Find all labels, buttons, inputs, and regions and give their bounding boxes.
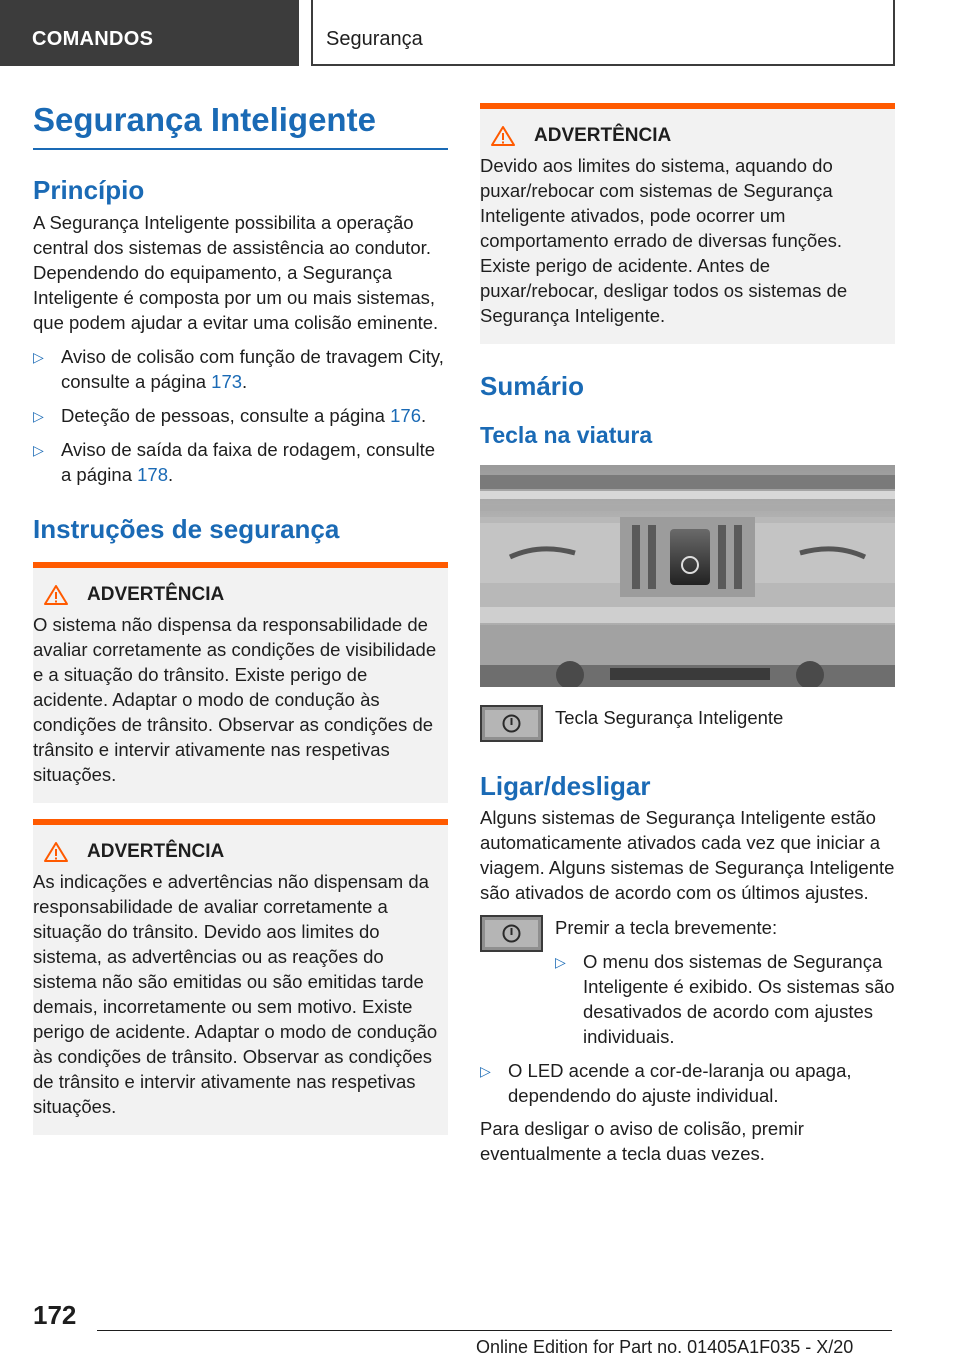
- list-item: ▷ O LED acende a cor-de-laranja ou apaga, dependendo do ajuste individual.: [480, 1059, 852, 1106]
- triangle-bullet-icon: ▷: [555, 953, 566, 970]
- warning-label: ADVERTÊNCIA: [87, 840, 225, 862]
- warning-text: Devido aos limites do sistema, aquando do puxar/rebocar com sistemas de Segurança Inteligente ativados, pode ocorrer um comportamento errado de diversas funções. Existe perigo de acidente. Antes de puxar/rebocar, desligar todos os sistemas de Segurança Inteligente.: [480, 155, 848, 326]
- key-caption: Tecla Segurança Inteligente: [555, 707, 784, 729]
- warning-box: [480, 103, 895, 344]
- ligar-text: Alguns sistemas de Segurança Inteligente estão automaticamente ativados cada vez que iniciar a viagem. Alguns sistemas de Segurança Inteligente são ativados de acordo com os últimos ajustes.: [480, 806, 895, 903]
- warning-header: [490, 125, 895, 147]
- dashboard-photo: [480, 465, 895, 687]
- warning-triangle-icon: [43, 841, 69, 863]
- page-reference-link[interactable]: 173: [211, 371, 243, 393]
- page-number: 172: [33, 1300, 77, 1330]
- list-item: ▷ Aviso de saída da faixa de rodagem, consulte a página 178.: [33, 439, 436, 486]
- list-item: ▷ O menu dos sistemas de Segurança Inteligente é exibido. Os sistemas são desativados de acordo com ajustes individuais.: [555, 950, 895, 1047]
- heading-principio: Princípio: [33, 174, 145, 205]
- section-label: COMANDOS: [32, 28, 154, 50]
- warning-box: [33, 819, 448, 1135]
- warning-header: [43, 841, 448, 863]
- intelligent-safety-key-icon: [480, 705, 543, 742]
- warning-label: ADVERTÊNCIA: [87, 583, 225, 605]
- list-item: ▷ Aviso de colisão com função de travagem City, consulte a página 173.: [33, 346, 444, 393]
- footer-divider: [97, 1330, 892, 1331]
- key-caption-row: [480, 705, 895, 742]
- triangle-bullet-icon: ▷: [33, 408, 44, 425]
- warning-label: ADVERTÊNCIA: [534, 125, 672, 146]
- triangle-bullet-icon: ▷: [480, 1062, 491, 1079]
- warning-triangle-icon: [43, 584, 69, 606]
- topic-label: Segurança: [326, 28, 423, 50]
- page-reference-link[interactable]: 178: [137, 464, 168, 486]
- intelligent-safety-key-icon: [480, 915, 543, 952]
- heading-instrucoes: Instruções de segurança: [33, 514, 340, 545]
- warning-box: [33, 562, 448, 803]
- footer-edition: Online Edition for Part no. 01405A1F035 - X/20: [476, 1337, 854, 1357]
- heading-ligar: Ligar/desligar: [480, 771, 651, 802]
- press-key-row: [480, 915, 895, 1049]
- ligar-final-text: Para desligar o aviso de colisão, premir eventualmente a tecla duas vezes.: [480, 1117, 804, 1164]
- heading-tecla: Tecla na viatura: [480, 421, 653, 448]
- press-result-list: [555, 949, 895, 1049]
- warning-triangle-icon: [490, 125, 516, 147]
- triangle-bullet-icon: ▷: [33, 442, 44, 459]
- heading-sumario: Sumário: [480, 371, 585, 401]
- triangle-bullet-icon: ▷: [33, 349, 44, 366]
- principio-list: [33, 344, 448, 487]
- led-list: [480, 1058, 895, 1108]
- list-item: ▷ Deteção de pessoas, consulte a página 176.: [33, 403, 448, 428]
- right-column: [480, 103, 895, 1166]
- page-reference-link[interactable]: 176: [390, 405, 421, 427]
- section-tab: [0, 0, 299, 66]
- warning-header: [43, 584, 448, 606]
- left-column: [33, 100, 448, 1135]
- principio-text: A Segurança Inteligente possibilita a operação central dos sistemas de assistência ao condutor. Dependendo do equipamento, a Segurança Inteligente é composta por um ou mais sistemas, que podem ajudar a evitar uma colisão eminente.: [33, 212, 439, 334]
- page-title: Segurança Inteligente: [33, 100, 448, 150]
- topic-tab: [311, 0, 895, 66]
- press-instruction: Premir a tecla brevemente:: [555, 916, 778, 938]
- warning-text: O sistema não dispensa da responsabilidade de avaliar corretamente as condições de visibilidade e a situação do trânsito. Existe perigo de acidente. Adaptar o modo de condução às condições de trânsito. Observar as condições de trânsito e intervir ativamente nas respetivas situações.: [33, 613, 437, 785]
- warning-text: As indicações e advertências não dispensam da responsabilidade de avaliar corretamente a situação do trânsito. Devido aos limites do sistema, as advertências ou as reações do sistema não são emitidas ou são emitidas tarde demais, incorretamente ou sem motivo. Existe perigo de acidente. Adaptar o modo de condução às condições de trânsito. Observar as condições de trânsito e intervir ativamente nas respetivas situações.: [33, 870, 438, 1117]
- page-header: [0, 0, 960, 66]
